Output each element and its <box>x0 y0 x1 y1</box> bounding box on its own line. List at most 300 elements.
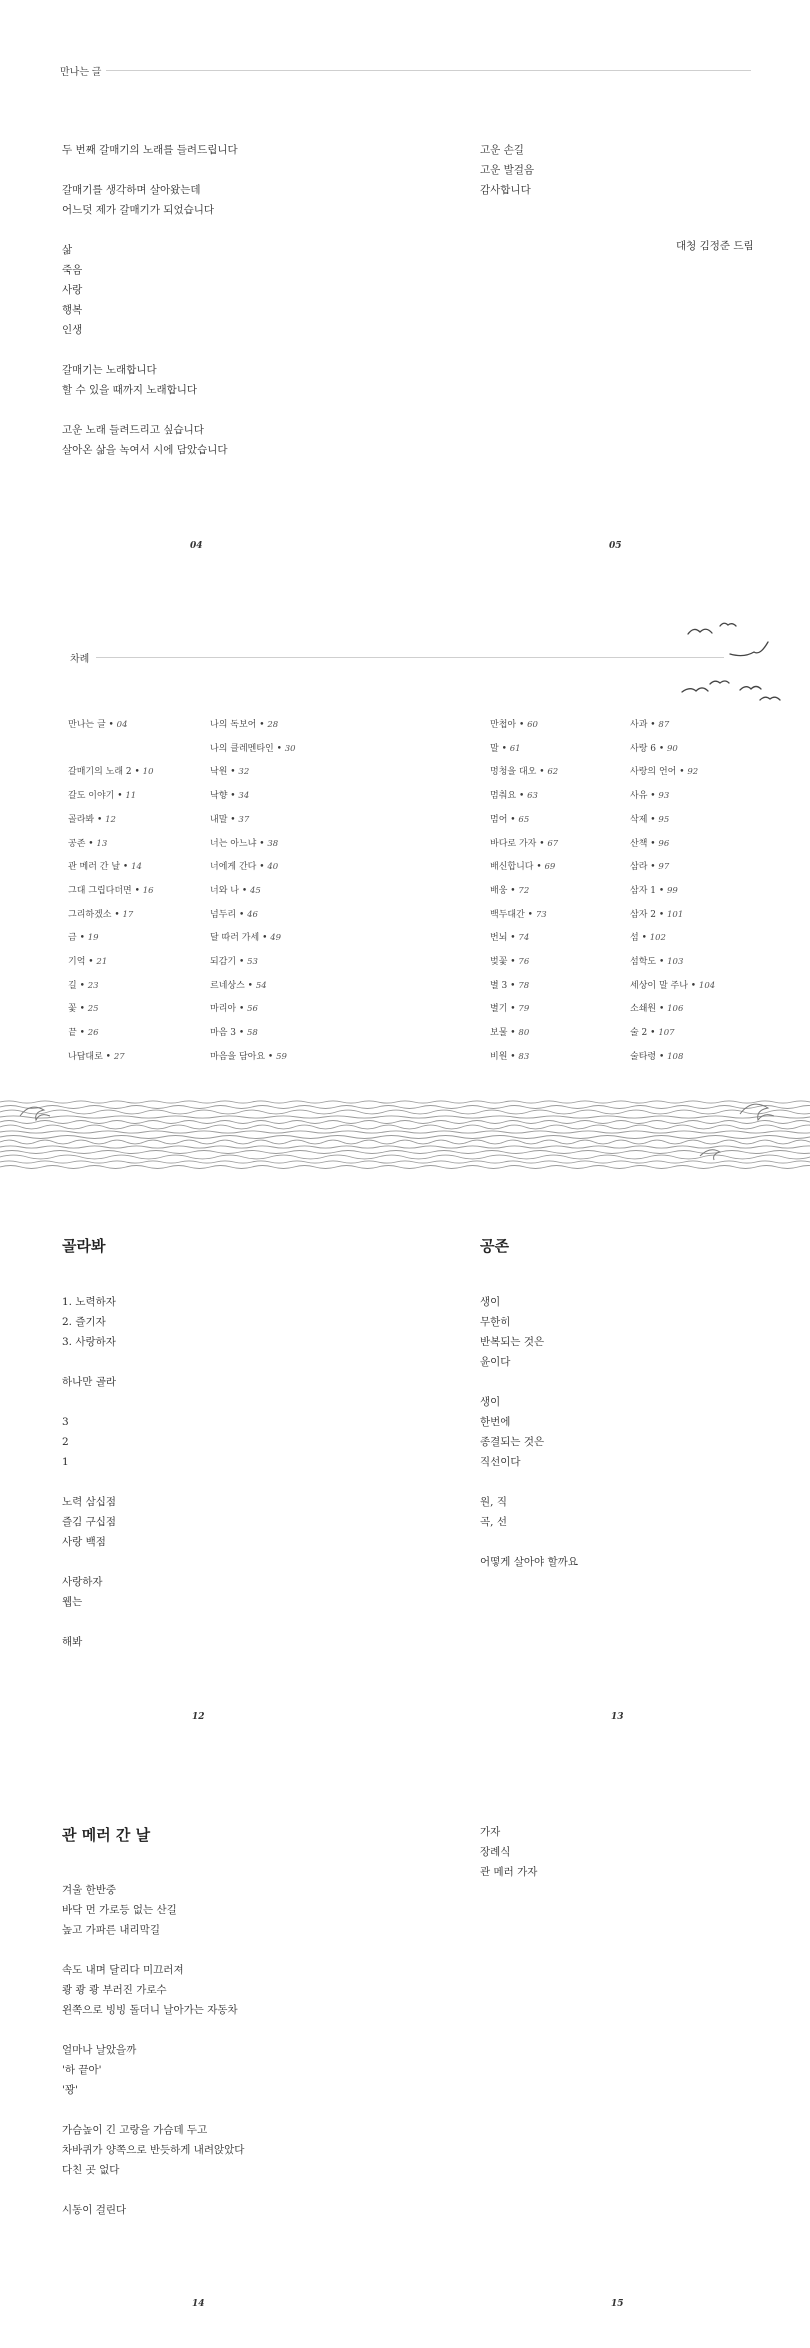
bullet-separator: • <box>265 1051 277 1062</box>
text-line: 할 수 있을 때까지 노래합니다 <box>62 384 198 396</box>
bullet-separator: • <box>656 1051 668 1062</box>
toc-entry-page: 30 <box>284 743 296 754</box>
bullet-separator: • <box>524 909 536 920</box>
toc-entry-page: 60 <box>527 720 538 730</box>
toc-entry <box>68 1046 198 1070</box>
stanza-gap <box>62 1552 116 1572</box>
toc-entry <box>210 880 340 904</box>
stanza-gap <box>62 160 238 180</box>
toc-entry-title: 산책 <box>630 838 648 849</box>
stanza-gap <box>480 1472 578 1492</box>
seagull-icon <box>740 687 761 691</box>
toc-entry-title: 너에게 간다 <box>210 862 257 873</box>
toc-entry <box>630 904 760 928</box>
text-line: 3. 사랑하자 <box>62 1336 116 1348</box>
text-line: 고운 노래 들려드리고 싶습니다 <box>62 424 204 436</box>
waves-illustration <box>0 1096 810 1176</box>
bullet-separator: • <box>114 791 126 802</box>
intro-right-text <box>480 140 534 200</box>
text-line: 높고 가파른 내리막길 <box>62 1924 160 1936</box>
toc-entry-title: 멍청을 대오 <box>490 767 537 778</box>
toc-entry-page: 96 <box>658 838 670 849</box>
toc-entry-title: 마음 3 <box>210 1028 236 1039</box>
toc-entry-page: 45 <box>249 885 261 896</box>
toc-entry-page: 102 <box>649 933 666 944</box>
toc-entry-page: 32 <box>238 767 250 778</box>
toc-entry <box>630 880 760 904</box>
text-line: 반복되는 것은 <box>480 1336 545 1348</box>
toc-entry <box>490 975 620 999</box>
bullet-separator: • <box>507 1004 519 1015</box>
stanza-gap <box>62 1472 116 1492</box>
bullet-separator: • <box>227 814 239 825</box>
text-line: 2. 즐기자 <box>62 1316 106 1328</box>
bullet-separator: • <box>238 885 250 896</box>
toc-entry-title: 섬 <box>630 933 639 944</box>
toc-entry <box>68 975 198 999</box>
bullet-separator: • <box>516 720 528 730</box>
toc-entry <box>490 927 620 951</box>
toc-entry <box>490 714 620 738</box>
text-line: 한번에 <box>480 1416 511 1428</box>
toc-entry-page: 53 <box>247 957 258 968</box>
toc-entry-page: 101 <box>667 909 684 920</box>
intro-left-text <box>62 140 238 460</box>
bullet-separator: • <box>647 1028 659 1039</box>
text-line: 어느덧 제가 갈매기가 되었습니다 <box>62 204 215 216</box>
bullet-separator: • <box>273 743 285 754</box>
toc-entry <box>630 714 760 738</box>
toc-entry <box>210 951 340 975</box>
toc-entry <box>68 951 198 975</box>
bullet-separator: • <box>638 933 650 944</box>
toc-entry-page: 27 <box>113 1051 125 1062</box>
header-rule <box>96 657 724 658</box>
toc-column <box>490 714 620 1070</box>
text-line: 갈매기를 생각하며 살아왔는데 <box>62 184 201 196</box>
toc-entry-page: 97 <box>658 862 670 873</box>
toc-entry-title: 삭제 <box>630 814 648 825</box>
stanza-gap <box>62 1392 116 1412</box>
toc-entry-page: 28 <box>267 720 279 730</box>
toc-entry-title: 낙향 <box>210 791 228 802</box>
toc-entry-title: 르네상스 <box>210 980 245 991</box>
toc-column <box>210 714 340 1070</box>
poem-body <box>480 1292 578 1572</box>
toc-entry-page: 108 <box>667 1051 684 1062</box>
bullet-separator: • <box>227 791 239 802</box>
bullet-separator: • <box>507 1051 519 1062</box>
toc-entry-page: 90 <box>667 743 678 754</box>
bullet-separator: • <box>507 957 519 968</box>
toc-entry <box>210 1022 340 1046</box>
bullet-separator: • <box>507 1028 519 1039</box>
toc-entry <box>490 951 620 975</box>
toc-entry-title: 술타령 <box>630 1051 657 1062</box>
text-line: 무한히 <box>480 1316 511 1328</box>
text-line: 속도 내며 달리다 미끄러져 <box>62 1964 184 1976</box>
text-line: 인생 <box>62 324 83 336</box>
bullet-separator: • <box>227 767 239 778</box>
toc-entry-title: 만나는 글 <box>68 720 106 730</box>
text-line: 가슴높이 긴 고랑을 가슴데 두고 <box>62 2124 208 2136</box>
text-line: '하 끝아' <box>62 2064 102 2076</box>
toc-entry-page: 76 <box>518 957 530 968</box>
bullet-separator: • <box>105 720 117 730</box>
toc-entry-page: 104 <box>698 980 716 991</box>
text-line: 1 <box>62 1456 69 1468</box>
bullet-separator: • <box>656 1004 668 1015</box>
toc-entry <box>210 975 340 999</box>
toc-entry-title: 너와 나 <box>210 885 239 896</box>
bullet-separator: • <box>498 743 510 754</box>
text-line: 살아온 삶을 녹여서 시에 담았습니다 <box>62 444 228 456</box>
bullet-separator: • <box>120 862 132 873</box>
toc-entry-page: 04 <box>116 720 128 730</box>
bullet-separator: • <box>507 814 519 825</box>
text-line: 차바퀴가 양쪽으로 반듯하게 내려앉았다 <box>62 2144 245 2156</box>
toc-entry-page: 63 <box>527 791 538 802</box>
toc-entry-title: 멈춰요 <box>490 791 517 802</box>
stanza-gap <box>62 220 238 240</box>
bullet-separator: • <box>256 838 268 849</box>
toc-entry-page: 93 <box>658 791 670 802</box>
toc-entry-page: 74 <box>518 933 530 944</box>
toc-entry <box>68 1022 198 1046</box>
toc-entry-page: 56 <box>247 1004 258 1015</box>
toc-entry <box>490 1046 620 1070</box>
toc-entry <box>630 951 760 975</box>
toc-entry-title: 말 <box>490 743 499 754</box>
toc-entry <box>210 833 340 857</box>
text-line: 겨울 한반중 <box>62 1884 117 1896</box>
toc-entry-page: 62 <box>547 767 559 778</box>
toc-entry <box>68 880 198 904</box>
toc-entry <box>210 761 340 785</box>
toc-entry <box>68 809 198 833</box>
toc-entry <box>68 856 198 880</box>
toc-entry-title: 꽃 <box>68 1004 77 1015</box>
text-line: 삶 <box>62 244 73 256</box>
toc-entry <box>68 738 198 762</box>
toc-entry <box>490 856 620 880</box>
toc-entry-title: 삼자 2 <box>630 909 656 920</box>
toc-entry <box>630 785 760 809</box>
toc-entry-page: 72 <box>518 885 530 896</box>
toc-entry-title: 사랑 6 <box>630 743 656 754</box>
toc-entry <box>630 761 760 785</box>
toc-entry-title: 사랑의 언어 <box>630 767 677 778</box>
text-line: 종결되는 것은 <box>480 1436 545 1448</box>
toc-entry-page: 107 <box>658 1028 675 1039</box>
seagull-icon <box>760 697 780 700</box>
bullet-separator: • <box>236 909 248 920</box>
toc-entry-title: 비원 <box>490 1051 508 1062</box>
toc-entry-title: 배웅 <box>490 885 508 896</box>
toc-entry-page: 61 <box>509 743 521 754</box>
bullet-separator: • <box>687 980 699 991</box>
text-line: 직선이다 <box>480 1456 521 1468</box>
bullet-separator: • <box>236 1004 248 1015</box>
toc-entry <box>210 1046 340 1070</box>
wave-line <box>0 1151 810 1154</box>
toc-entry-page: 14 <box>131 862 142 873</box>
text-line: 생이 <box>480 1296 501 1308</box>
section-header-label: 차례 <box>70 654 90 665</box>
bullet-separator: • <box>235 1028 248 1039</box>
bullet-separator: • <box>507 980 519 991</box>
toc-entry <box>490 738 620 762</box>
toc-entry <box>68 998 198 1022</box>
toc-entry-title: 마음을 담아요 <box>210 1051 266 1062</box>
toc-entry-page: 34 <box>238 791 250 802</box>
toc-entry-page: 73 <box>535 909 547 920</box>
bullet-separator: • <box>516 791 528 802</box>
toc-entry <box>490 785 620 809</box>
bullet-separator: • <box>507 885 519 896</box>
toc-entry <box>630 809 760 833</box>
toc-entry-page: 13 <box>96 838 108 849</box>
toc-entry-title: 술 2 <box>630 1028 648 1039</box>
text-line: 웹는 <box>62 1596 83 1608</box>
wave-line <box>0 1140 810 1144</box>
toc-entry-title: 소쇄원 <box>630 1004 657 1015</box>
stanza-gap <box>480 1532 578 1552</box>
toc-entry-page: 78 <box>518 980 530 991</box>
bullet-separator: • <box>647 791 659 802</box>
wave-line <box>0 1125 810 1129</box>
poem-title: 관 메러 간 날 <box>62 1826 151 1844</box>
toc-entry-title: 공존 <box>68 838 86 849</box>
text-line: 가자 <box>480 1826 501 1838</box>
stanza-gap <box>62 1612 116 1632</box>
text-line: 해봐 <box>62 1636 83 1648</box>
toc-entry-page: 54 <box>255 980 267 991</box>
toc-entry-page: 99 <box>667 885 678 896</box>
text-line: 곡, 선 <box>480 1516 507 1528</box>
toc-entry-page: 65 <box>518 814 530 825</box>
seagull-icon <box>710 681 729 684</box>
wave-line <box>0 1131 810 1133</box>
bullet-separator: • <box>655 885 668 896</box>
toc-entry-title: 사유 <box>630 791 648 802</box>
text-line: 고운 발걸음 <box>480 164 535 176</box>
bullet-separator: • <box>647 862 659 873</box>
toc-entry-page: 59 <box>276 1051 287 1062</box>
poem-body <box>480 1822 537 1882</box>
text-line: 생이 <box>480 1396 501 1408</box>
bullet-separator: • <box>256 720 268 730</box>
text-line: '꽝' <box>62 2084 78 2096</box>
toc-entry <box>68 904 198 928</box>
signature: 대청 김정준 드림 <box>676 240 754 252</box>
toc-entry-title: 만첩아 <box>490 720 517 730</box>
bullet-separator: • <box>131 767 143 778</box>
toc-entry-page: 106 <box>667 1004 684 1015</box>
bullet-separator: • <box>76 1028 88 1039</box>
text-line: 바닥 먼 가로등 없는 산길 <box>62 1904 177 1916</box>
page-number: 04 <box>190 541 203 551</box>
text-line: 원, 직 <box>480 1496 507 1508</box>
seagull-icon <box>682 688 708 692</box>
bullet-separator: • <box>536 838 548 849</box>
toc-entry-page: 46 <box>247 909 258 920</box>
wave-line <box>0 1101 810 1103</box>
toc-entry-page: 95 <box>658 814 670 825</box>
text-line: 갈매기는 노래합니다 <box>62 364 157 376</box>
toc-entry-page: 17 <box>122 909 134 920</box>
toc-entry-title: 달 따러 가세 <box>210 933 260 944</box>
bullet-separator: • <box>647 838 659 849</box>
toc-entry-title: 금 <box>68 933 77 944</box>
wave-line <box>0 1166 810 1169</box>
toc-entry-title: 멈어 <box>490 814 508 825</box>
stanza-gap <box>62 340 238 360</box>
text-line: 행복 <box>62 304 83 316</box>
text-line: 1. 노력하자 <box>62 1296 116 1308</box>
toc-entry-page: 16 <box>142 885 154 896</box>
toc-entry-title: 별 3 <box>490 980 508 991</box>
toc-entry <box>630 1022 760 1046</box>
text-line: 사랑하자 <box>62 1576 103 1588</box>
bullet-separator: • <box>256 862 268 873</box>
toc-entry <box>630 833 760 857</box>
toc-entry-page: 92 <box>687 767 699 778</box>
text-line: 사랑 <box>62 284 83 296</box>
toc-entry <box>68 785 198 809</box>
text-line: 죽음 <box>62 264 83 276</box>
poem-body <box>62 1880 244 2220</box>
text-line: 하나만 골라 <box>62 1376 117 1388</box>
toc-entry <box>68 833 198 857</box>
toc-entry-title: 너는 아느냐 <box>210 838 257 849</box>
stanza-gap <box>62 1352 116 1372</box>
toc-entry <box>490 998 620 1022</box>
toc-entry-title: 길 <box>68 980 77 991</box>
toc-entry-title: 기억 <box>68 957 86 968</box>
bullet-separator: • <box>647 814 659 825</box>
text-line: 두 번째 갈매기의 노래를 들려드립니다 <box>62 144 238 156</box>
toc-entry-page: 21 <box>96 957 108 968</box>
bullet-separator: • <box>655 743 668 754</box>
toc-entry-title: 끝 <box>68 1028 77 1039</box>
bullet-separator: • <box>131 885 143 896</box>
toc-entry <box>490 833 620 857</box>
toc-entry <box>210 998 340 1022</box>
toc-entry-page: 80 <box>518 1028 530 1039</box>
page-number: 15 <box>611 2299 624 2309</box>
text-line: 시동이 걸린다 <box>62 2204 127 2216</box>
bullet-separator: • <box>655 909 668 920</box>
toc-column <box>68 714 198 1070</box>
toc-entry <box>68 714 198 738</box>
wave-line <box>0 1116 810 1118</box>
toc-entry <box>68 927 198 951</box>
toc-entry-title: 내말 <box>210 814 228 825</box>
bullet-separator: • <box>533 862 545 873</box>
toc-entry <box>490 1022 620 1046</box>
toc-entry <box>210 856 340 880</box>
bullet-separator: • <box>259 933 271 944</box>
toc-entry-page: 23 <box>87 980 99 991</box>
text-line: 왼쪽으로 빙빙 돌더니 날아가는 자동차 <box>62 2004 238 2016</box>
toc-entry-page: 67 <box>547 838 559 849</box>
poem-title: 공존 <box>480 1237 509 1255</box>
toc-entry-title: 골라봐 <box>68 814 95 825</box>
toc-entry <box>210 738 340 762</box>
toc-entry <box>210 714 340 738</box>
stanza-gap <box>62 2100 244 2120</box>
toc-entry <box>630 975 760 999</box>
toc-entry-title: 벚꽃 <box>490 957 508 968</box>
text-line: 얼마나 날았을까 <box>62 2044 137 2056</box>
toc-entry-title: 바다로 가자 <box>490 838 537 849</box>
toc-entry-page: 10 <box>142 767 154 778</box>
toc-entry-title: 별기 <box>490 1004 508 1015</box>
bullet-separator: • <box>76 1004 88 1015</box>
text-line: 3 <box>62 1416 69 1428</box>
toc-entry <box>210 809 340 833</box>
text-line: 장례식 <box>480 1846 511 1858</box>
toc-entry-title: 되감기 <box>210 957 237 968</box>
stanza-gap <box>62 1940 244 1960</box>
bullet-separator: • <box>656 957 668 968</box>
toc-entry <box>490 761 620 785</box>
poem-body <box>62 1292 116 1652</box>
toc-entry-title: 넘두리 <box>210 909 237 920</box>
toc-entry-title: 번뇌 <box>490 933 508 944</box>
text-line: 감사합니다 <box>480 184 531 196</box>
toc-entry-title: 백두대간 <box>490 909 525 920</box>
toc-entry-title: 나의 클레멘타인 <box>210 743 274 754</box>
toc-entry <box>630 1046 760 1070</box>
bullet-separator: • <box>85 957 97 968</box>
toc-entry-page: 38 <box>267 838 279 849</box>
wave-line <box>0 1106 810 1109</box>
bullet-separator: • <box>507 933 519 944</box>
bullet-separator: • <box>102 1051 114 1062</box>
text-line: 고운 손길 <box>480 144 524 156</box>
text-line: 어떻게 살아야 할까요 <box>480 1556 578 1568</box>
toc-entry-page: 103 <box>667 957 684 968</box>
bullet-separator: • <box>76 933 88 944</box>
toc-entry-page: 40 <box>267 862 279 873</box>
toc-entry-page: 83 <box>518 1051 530 1062</box>
toc-entry <box>490 880 620 904</box>
toc-entry <box>210 927 340 951</box>
page-number: 13 <box>611 1712 624 1722</box>
wave-line <box>0 1110 810 1114</box>
text-line: 사랑 백점 <box>62 1536 106 1548</box>
bullet-separator: • <box>236 957 248 968</box>
wave-line <box>0 1146 810 1148</box>
wave-line <box>0 1121 810 1124</box>
text-line: 노력 삼십점 <box>62 1496 117 1508</box>
bullet-separator: • <box>647 720 659 730</box>
toc-entry-title: 세상이 말 주나 <box>630 980 688 991</box>
toc-entry <box>630 856 760 880</box>
bullet-separator: • <box>676 767 688 778</box>
toc-entry-title: 갈매기의 노래 2 <box>68 767 132 778</box>
toc-entry-title: 그대 그립다더면 <box>68 885 132 896</box>
toc-entry-page: 19 <box>87 933 99 944</box>
seagull-icon <box>720 623 736 626</box>
toc-entry-title: 삼라 <box>630 862 648 873</box>
toc-entry-page: 11 <box>125 791 137 802</box>
poem-title: 골라봐 <box>62 1237 106 1255</box>
stanza-gap <box>480 1372 578 1392</box>
header-rule <box>106 70 751 71</box>
